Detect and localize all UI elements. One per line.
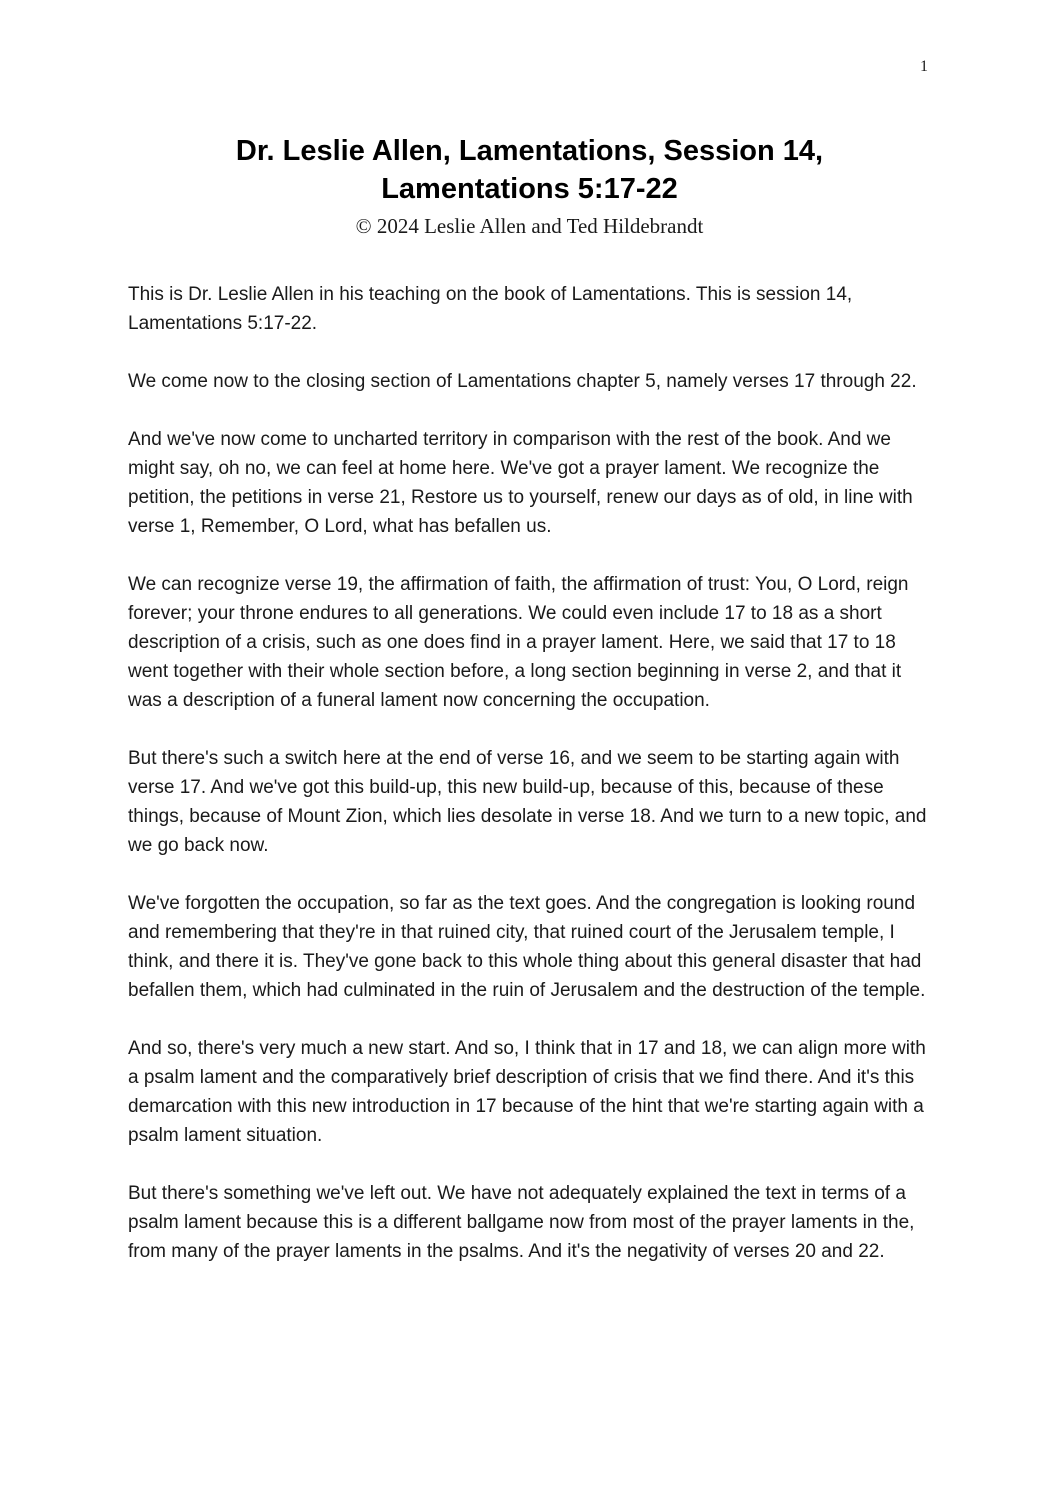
page-number: 1 xyxy=(920,58,928,75)
paragraph-6: We've forgotten the occupation, so far as the text goes. And the congregation is looking round and remembering that they're in that ruined city, that ruined court of the Jerusalem temple, I think, and there it is. They've gone back to this whole thing about this general disaster that had befallen them, which had culminated in the ruin of Jerusalem and the destruction of the temple. xyxy=(128,893,926,1001)
paragraph-7: And so, there's very much a new start. And so, I think that in 17 and 18, we can align more with a psalm lament and the comparatively brief description of crisis that we find there. And it's this demarcation with this new introduction in 17 because of the hint that we're starting again with a psalm lament situation. xyxy=(128,1038,926,1146)
paragraph-1: This is Dr. Leslie Allen in his teaching on the book of Lamentations. This is session 14, Lamentations 5:17-22. xyxy=(128,284,853,334)
paragraph-4: We can recognize verse 19, the affirmation of faith, the affirmation of trust: You, O Lord, reign forever; your throne endures to all generations. We could even include 17 to 18 as a short description of a crisis, such as one does find in a prayer lament. Here, we said that 17 to 18 went together with their whole section before, a long section beginning in verse 2, and that it was a description of a funeral lament now concerning the occupation. xyxy=(128,574,909,711)
paragraph-5: But there's such a switch here at the end of verse 16, and we seem to be starting again with verse 17. And we've got this build-up, this new build-up, because of this, because of these things, because of Mount Zion, which lies desolate in verse 18. And we turn to a new topic, and we go back now. xyxy=(128,748,927,856)
document-title xyxy=(128,132,931,208)
title-line-1: Dr. Leslie Allen, Lamentations, Session 14, xyxy=(235,135,824,167)
paragraph-3: And we've now come to uncharted territory in comparison with the rest of the book. And we might say, oh no, we can feel at home here. We've got a prayer lament. We recognize the petition, the petitions in verse 21, Restore us to yourself, renew our days as of old, in line with verse 1, Remember, O Lord, what has befallen us. xyxy=(128,429,913,537)
copyright-line: © 2024 Leslie Allen and Ted Hildebrandt xyxy=(355,214,704,238)
document-body xyxy=(128,280,931,1266)
document-content xyxy=(128,132,931,1295)
paragraph-2: We come now to the closing section of Lamentations chapter 5, namely verses 17 through 22. xyxy=(128,371,917,392)
paragraph-8: But there's something we've left out. We have not adequately explained the text in terms of a psalm lament because this is a different ballgame now from most of the prayer laments in the, from many of the prayer laments in the psalms. And it's the negativity of verses 20 and 22. xyxy=(128,1183,915,1262)
title-line-2: Lamentations 5:17-22 xyxy=(381,173,678,205)
